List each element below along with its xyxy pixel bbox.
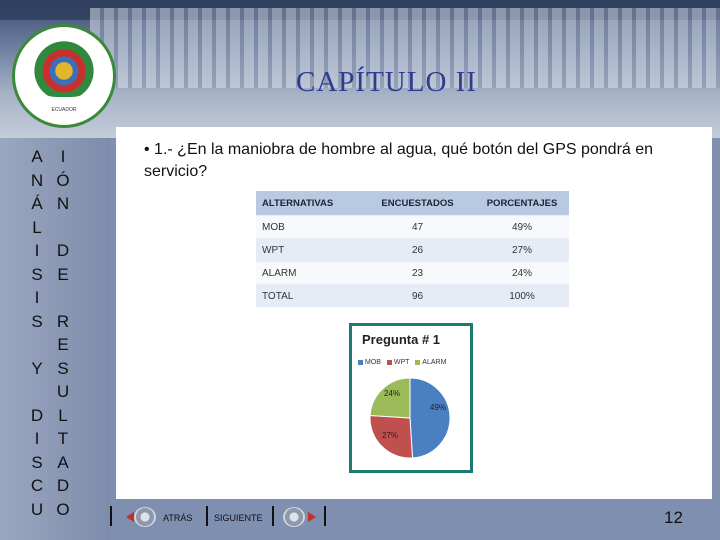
logo-caption: ECUADOR (51, 107, 77, 113)
back-link[interactable]: ATRÁS (163, 513, 193, 523)
table-cell: 47 (360, 216, 475, 239)
sidebar-letter: A (57, 452, 69, 472)
legend-swatch-mob (358, 360, 363, 365)
table-cell: MOB (256, 216, 360, 239)
sidebar-letter: Y (31, 358, 43, 378)
sidebar-letter: S (31, 264, 43, 284)
sidebar-letter: L (58, 405, 68, 425)
divider (110, 506, 112, 526)
column-header: ALTERNATIVAS (256, 191, 360, 216)
table-cell: 23 (360, 262, 475, 285)
table-row (256, 262, 569, 285)
sidebar-letter: I (60, 147, 66, 166)
legend-swatch-alarm (415, 360, 420, 365)
emblem-logo (12, 24, 116, 128)
sidebar-letter: U (56, 382, 70, 401)
pie-slice-mob (410, 378, 450, 458)
sidebar-letter: I (34, 429, 40, 448)
next-arrow-icon[interactable] (308, 512, 316, 522)
sidebar-letter: S (31, 452, 43, 472)
results-table (256, 191, 569, 307)
navigation-bar (0, 503, 720, 540)
legend-label: WPT (393, 359, 410, 366)
back-button-icon[interactable] (134, 507, 156, 527)
pie-data-label: 27% (382, 431, 399, 440)
table-header-row (256, 191, 569, 216)
chart-title: Pregunta # 1 (362, 332, 441, 347)
chart-legend (354, 359, 446, 366)
sidebar-letter: C (30, 476, 44, 495)
coat-of-arms-icon (29, 39, 99, 97)
table-cell: TOTAL (256, 285, 360, 308)
back-arrow-icon[interactable] (126, 512, 134, 522)
pie-slice-alarm (370, 378, 410, 418)
sidebar-letter: D (56, 241, 70, 260)
table-cell: ALARM (256, 262, 360, 285)
sidebar-letter: U (30, 499, 44, 519)
column-header: PORCENTAJES (475, 191, 569, 216)
sidebar-letter: E (57, 335, 69, 354)
sidebar-letter: I (34, 288, 40, 307)
table-cell: 49% (475, 216, 569, 239)
table-cell: 27% (475, 239, 569, 262)
sidebar-letter: T (57, 429, 69, 448)
sidebar-letter: S (31, 311, 43, 331)
divider (272, 506, 274, 526)
legend-swatch-wpt (387, 360, 392, 365)
sidebar-letter: S (57, 358, 69, 378)
sidebar-letter: A (31, 147, 43, 166)
sidebar-letter: D (56, 476, 70, 495)
pie-data-label: 24% (384, 389, 401, 398)
column-header: ENCUESTADOS (360, 191, 475, 216)
table-cell: 24% (475, 262, 569, 285)
pie-data-label: 49% (430, 403, 447, 412)
divider (206, 506, 208, 526)
page-number: 12 (664, 508, 683, 527)
divider (324, 506, 326, 526)
sidebar-letter: I (34, 241, 40, 260)
table-row (256, 239, 569, 262)
sidebar-letter: N (30, 170, 44, 190)
pie-chart (360, 368, 460, 468)
legend-label: MOB (365, 359, 381, 366)
table-cell: 100% (475, 285, 569, 308)
sidebar-letter: L (32, 217, 42, 237)
sidebar (0, 138, 110, 540)
sidebar-letter: R (56, 311, 70, 331)
table-cell: 96 (360, 285, 475, 308)
question-text: • 1.- ¿En la maniobra de hombre al agua, qué botón del GPS pondrá en servicio? (144, 141, 654, 180)
next-link[interactable]: SIGUIENTE (214, 513, 263, 523)
table-cell: 26 (360, 239, 475, 262)
table-row (256, 285, 569, 308)
table-cell: WPT (256, 239, 360, 262)
sidebar-letter: Á (31, 194, 43, 213)
sidebar-letter: O (56, 499, 70, 519)
sidebar-letter: D (30, 405, 44, 425)
table-row (256, 216, 569, 239)
sidebar-letter: N (56, 194, 70, 213)
next-button-icon[interactable] (283, 507, 305, 527)
legend-label: ALARM (422, 359, 447, 366)
sidebar-letter: E (57, 264, 69, 284)
sidebar-letter: Ó (56, 170, 70, 190)
page-title: CAPÍTULO II (296, 66, 477, 98)
